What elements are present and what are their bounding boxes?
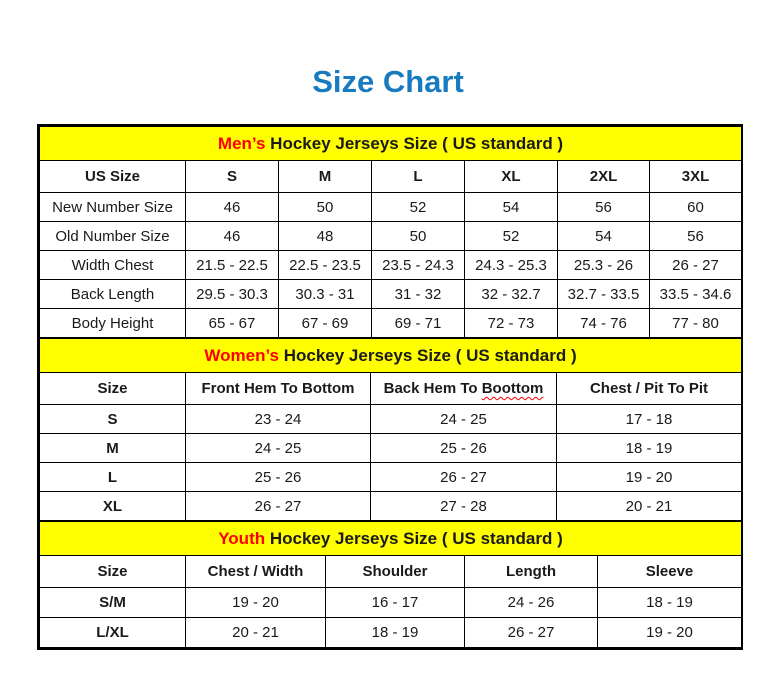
size-cell: 23 - 24 bbox=[186, 405, 371, 434]
size-cell: 56 bbox=[558, 193, 650, 222]
column-header: US Size bbox=[40, 161, 186, 193]
table-row bbox=[40, 405, 742, 434]
size-cell: 52 bbox=[372, 193, 465, 222]
youth-banner-row bbox=[40, 522, 742, 556]
table-row bbox=[40, 492, 742, 521]
size-cell: 50 bbox=[372, 222, 465, 251]
youth-section-title bbox=[40, 522, 742, 556]
column-header: 2XL bbox=[558, 161, 650, 193]
size-cell: 26 - 27 bbox=[465, 618, 598, 648]
table-row bbox=[40, 309, 742, 338]
column-header: S bbox=[186, 161, 279, 193]
mens-size-table bbox=[39, 126, 742, 338]
table-row bbox=[40, 463, 742, 492]
column-header: Size bbox=[40, 556, 186, 588]
table-row bbox=[40, 251, 742, 280]
column-header: Length bbox=[465, 556, 598, 588]
womens-section-title bbox=[40, 339, 742, 373]
size-cell: 74 - 76 bbox=[558, 309, 650, 338]
size-cell: 24 - 25 bbox=[186, 434, 371, 463]
size-cell: 20 - 21 bbox=[557, 492, 742, 521]
column-header: L bbox=[372, 161, 465, 193]
row-label: XL bbox=[40, 492, 186, 521]
column-header: XL bbox=[465, 161, 558, 193]
column-header: 3XL bbox=[650, 161, 742, 193]
page-title: Size Chart bbox=[312, 64, 464, 99]
size-cell: 25 - 26 bbox=[371, 434, 557, 463]
size-cell: 17 - 18 bbox=[557, 405, 742, 434]
mens-banner-accent: Men’s bbox=[217, 133, 266, 153]
mens-banner-text: Hockey Jerseys Size ( US standard ) bbox=[265, 133, 564, 153]
size-cell: 26 - 27 bbox=[186, 492, 371, 521]
size-cell: 46 bbox=[186, 193, 279, 222]
row-label: L/XL bbox=[40, 618, 186, 648]
size-cell: 24 - 25 bbox=[371, 405, 557, 434]
womens-banner-text: Hockey Jerseys Size ( US standard ) bbox=[279, 345, 577, 365]
table-row bbox=[40, 588, 742, 618]
size-cell: 18 - 19 bbox=[557, 434, 742, 463]
size-cell: 54 bbox=[558, 222, 650, 251]
womens-header-row bbox=[40, 373, 742, 405]
row-label: L bbox=[40, 463, 186, 492]
size-cell: 19 - 20 bbox=[186, 588, 326, 618]
column-header: M bbox=[279, 161, 372, 193]
size-cell: 52 bbox=[465, 222, 558, 251]
size-chart-tables bbox=[37, 124, 743, 650]
size-cell: 65 - 67 bbox=[186, 309, 279, 338]
column-header: Back Hem To Boottom bbox=[371, 373, 557, 405]
column-header: Front Hem To Bottom bbox=[186, 373, 371, 405]
size-cell: 18 - 19 bbox=[326, 618, 465, 648]
size-cell: 19 - 20 bbox=[557, 463, 742, 492]
size-cell: 29.5 - 30.3 bbox=[186, 280, 279, 309]
size-cell: 33.5 - 34.6 bbox=[650, 280, 742, 309]
row-label: M bbox=[40, 434, 186, 463]
row-label: S bbox=[40, 405, 186, 434]
row-label: New Number Size bbox=[40, 193, 186, 222]
size-cell: 32.7 - 33.5 bbox=[558, 280, 650, 309]
mens-banner-row bbox=[40, 127, 742, 161]
size-cell: 26 - 27 bbox=[650, 251, 742, 280]
row-label: Back Length bbox=[40, 280, 186, 309]
column-header: Size bbox=[40, 373, 186, 405]
youth-header-row bbox=[40, 556, 742, 588]
size-cell: 21.5 - 22.5 bbox=[186, 251, 279, 280]
size-cell: 48 bbox=[279, 222, 372, 251]
womens-banner-row bbox=[40, 339, 742, 373]
table-row bbox=[40, 618, 742, 648]
row-label: Width Chest bbox=[40, 251, 186, 280]
size-cell: 24.3 - 25.3 bbox=[465, 251, 558, 280]
size-cell: 23.5 - 24.3 bbox=[372, 251, 465, 280]
table-row bbox=[40, 193, 742, 222]
size-cell: 30.3 - 31 bbox=[279, 280, 372, 309]
size-cell: 27 - 28 bbox=[371, 492, 557, 521]
size-cell: 18 - 19 bbox=[598, 588, 742, 618]
table-row bbox=[40, 434, 742, 463]
size-cell: 77 - 80 bbox=[650, 309, 742, 338]
column-header: Chest / Width bbox=[186, 556, 326, 588]
size-cell: 46 bbox=[186, 222, 279, 251]
size-cell: 56 bbox=[650, 222, 742, 251]
size-cell: 19 - 20 bbox=[598, 618, 742, 648]
size-cell: 72 - 73 bbox=[465, 309, 558, 338]
size-cell: 32 - 32.7 bbox=[465, 280, 558, 309]
table-row bbox=[40, 222, 742, 251]
youth-banner-accent: Youth bbox=[218, 528, 266, 548]
size-cell: 20 - 21 bbox=[186, 618, 326, 648]
column-header: Shoulder bbox=[326, 556, 465, 588]
size-cell: 50 bbox=[279, 193, 372, 222]
column-header: Chest / Pit To Pit bbox=[557, 373, 742, 405]
youth-size-table bbox=[39, 521, 742, 648]
size-cell: 69 - 71 bbox=[372, 309, 465, 338]
womens-size-table bbox=[39, 338, 742, 521]
size-cell: 67 - 69 bbox=[279, 309, 372, 338]
mens-section-title bbox=[40, 127, 742, 161]
size-cell: 25.3 - 26 bbox=[558, 251, 650, 280]
mens-header-row bbox=[40, 161, 742, 193]
size-cell: 31 - 32 bbox=[372, 280, 465, 309]
column-header: Sleeve bbox=[598, 556, 742, 588]
size-cell: 54 bbox=[465, 193, 558, 222]
size-cell: 24 - 26 bbox=[465, 588, 598, 618]
size-cell: 22.5 - 23.5 bbox=[279, 251, 372, 280]
misspelled-word: Boottom bbox=[481, 380, 544, 397]
size-cell: 16 - 17 bbox=[326, 588, 465, 618]
row-label: Old Number Size bbox=[40, 222, 186, 251]
size-cell: 60 bbox=[650, 193, 742, 222]
size-cell: 26 - 27 bbox=[371, 463, 557, 492]
row-label: Body Height bbox=[40, 309, 186, 338]
youth-banner-text: Hockey Jerseys Size ( US standard ) bbox=[265, 528, 563, 548]
size-cell: 25 - 26 bbox=[186, 463, 371, 492]
table-row bbox=[40, 280, 742, 309]
row-label: S/M bbox=[40, 588, 186, 618]
womens-banner-accent: Women’s bbox=[204, 345, 279, 365]
